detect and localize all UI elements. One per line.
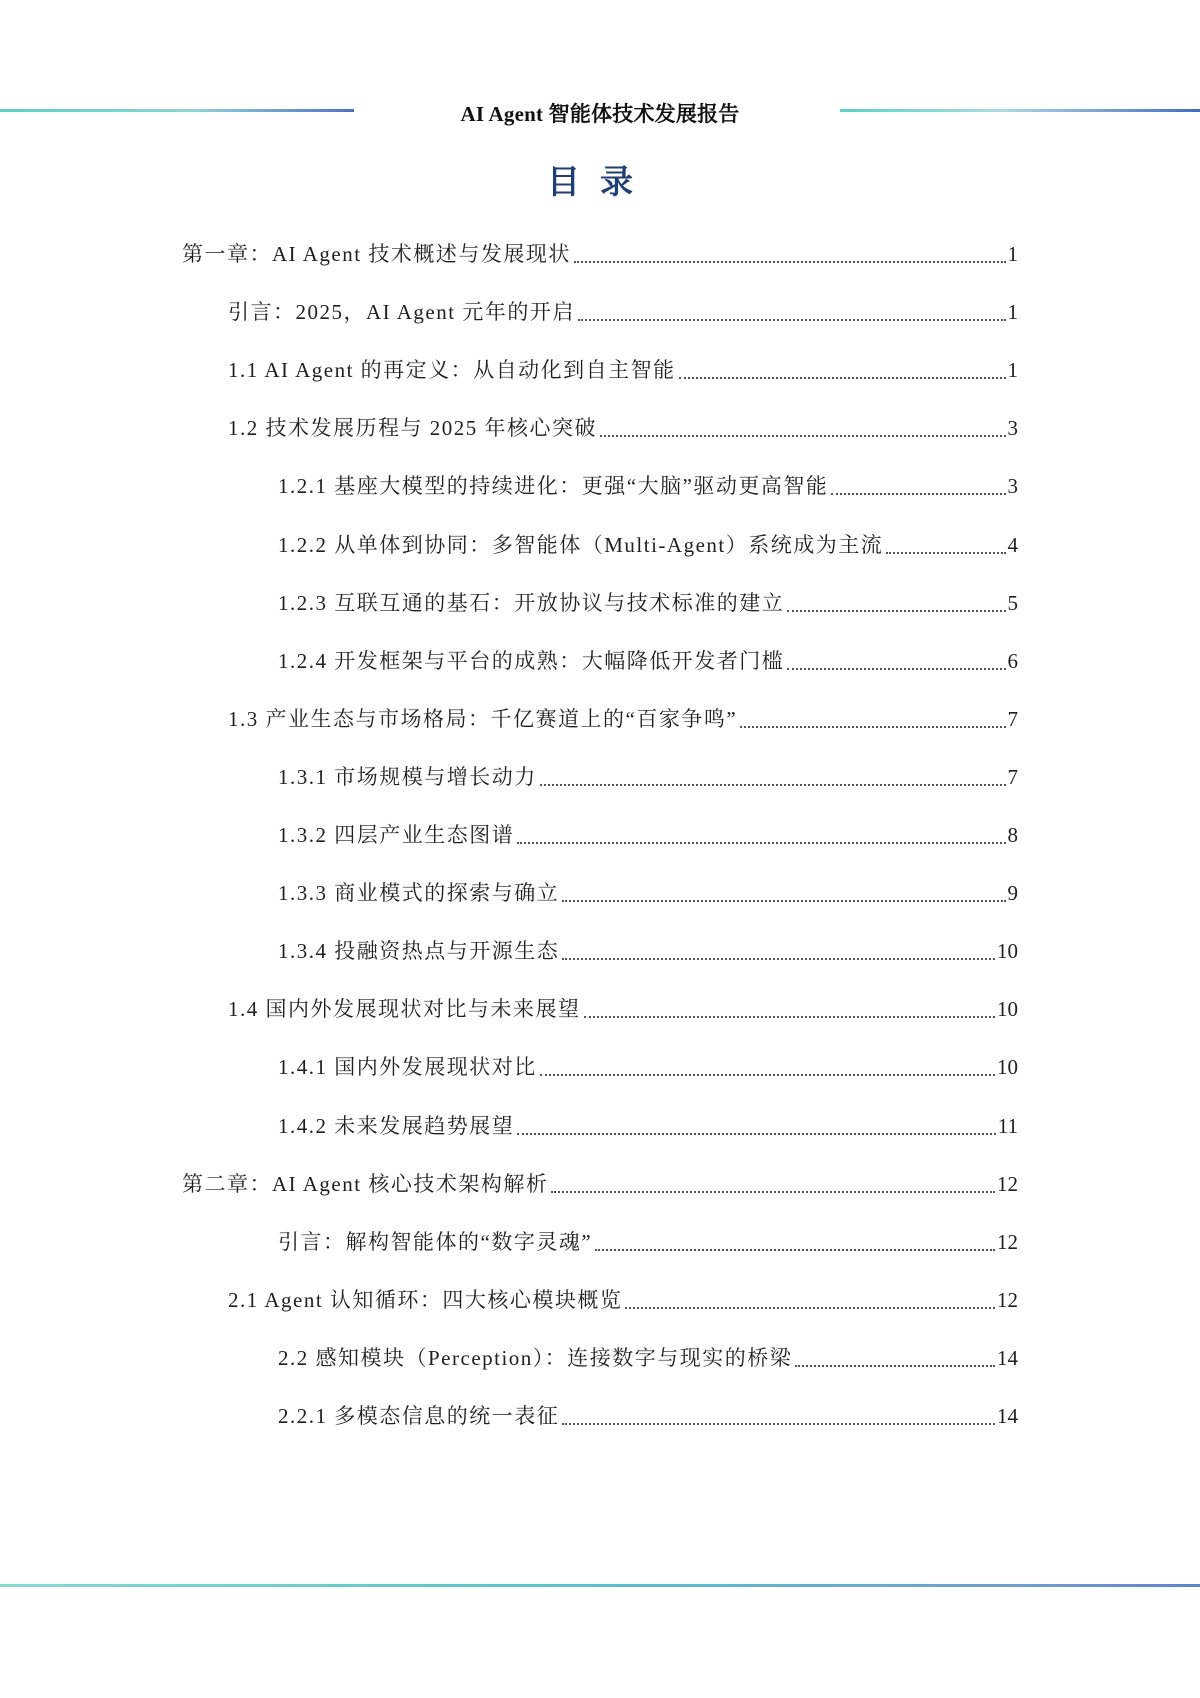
toc-entry-page: 12 bbox=[997, 1171, 1018, 1196]
toc-entry-page: 14 bbox=[997, 1345, 1018, 1370]
toc-dot-leader bbox=[625, 1306, 995, 1309]
toc-entry-page: 1 bbox=[1007, 358, 1018, 383]
toc-dot-leader bbox=[578, 318, 1006, 321]
toc-entry[interactable] bbox=[182, 238, 1018, 268]
toc-entry-page: 3 bbox=[1007, 416, 1018, 441]
header-title: AI Agent 智能体技术发展报告 bbox=[460, 102, 740, 126]
toc-dot-leader bbox=[595, 1248, 995, 1251]
toc-dot-leader bbox=[517, 1132, 996, 1135]
toc-entry-label: 1.2.2 从单体到协同：多智能体（Multi-Agent）系统成为主流 bbox=[278, 532, 884, 557]
toc-entry-page: 12 bbox=[997, 1229, 1018, 1254]
toc-entry-page: 8 bbox=[1007, 823, 1018, 847]
toc-entry-page: 9 bbox=[1007, 881, 1018, 906]
toc-dot-leader bbox=[517, 841, 1005, 844]
toc-entry-page: 5 bbox=[1007, 590, 1018, 615]
toc-entry-label: 第二章：AI Agent 核心技术架构解析 bbox=[182, 1171, 549, 1196]
toc-entry-page: 10 bbox=[997, 997, 1018, 1022]
toc-entry-label: 1.4 国内外发展现状对比与未来展望 bbox=[228, 997, 581, 1022]
toc-dot-leader bbox=[795, 1364, 995, 1367]
toc-entry-label: 1.4.2 未来发展趋势展望 bbox=[278, 1113, 515, 1138]
toc-entry-label: 1.3.2 四层产业生态图谱 bbox=[278, 823, 515, 847]
toc-entry-page: 1 bbox=[1007, 242, 1018, 266]
toc-entry[interactable] bbox=[182, 1168, 1018, 1198]
toc-entry[interactable] bbox=[278, 1110, 1018, 1140]
toc-entry[interactable] bbox=[228, 993, 1018, 1023]
toc-entry[interactable] bbox=[278, 470, 1018, 500]
toc-entry-page: 6 bbox=[1007, 648, 1018, 673]
toc-dot-leader bbox=[562, 899, 1005, 902]
toc-entry-label: 1.4.1 国内外发展现状对比 bbox=[278, 1055, 537, 1080]
toc-entry-page: 7 bbox=[1007, 706, 1018, 731]
toc-entry-page: 3 bbox=[1007, 474, 1018, 499]
footer-line bbox=[0, 1584, 1200, 1587]
toc-dot-leader bbox=[886, 551, 1005, 554]
toc-entry-label: 1.3.3 商业模式的探索与确立 bbox=[278, 881, 560, 906]
toc-entry-page: 11 bbox=[997, 1113, 1018, 1138]
toc-entry-page: 7 bbox=[1007, 764, 1018, 789]
toc-dot-leader bbox=[540, 783, 1006, 786]
toc-dot-leader bbox=[562, 1422, 995, 1425]
toc-entry[interactable] bbox=[278, 761, 1018, 791]
toc-dot-leader bbox=[540, 1073, 995, 1076]
toc-entry-label: 2.1 Agent 认知循环：四大核心模块概览 bbox=[228, 1287, 623, 1312]
toc-entry[interactable] bbox=[278, 645, 1018, 675]
toc-entry-label: 第一章：AI Agent 技术概述与发展现状 bbox=[182, 242, 571, 266]
toc-entry-label: 1.2 技术发展历程与 2025 年核心突破 bbox=[228, 416, 597, 441]
toc-entry[interactable] bbox=[278, 529, 1018, 559]
toc-entry[interactable] bbox=[228, 354, 1018, 384]
toc-entry-label: 1.2.3 互联互通的基石：开放协议与技术标准的建立 bbox=[278, 590, 785, 615]
toc-entry-page: 12 bbox=[997, 1287, 1018, 1312]
toc-dot-leader bbox=[787, 609, 1005, 612]
toc-entry-label: 1.3.4 投融资热点与开源生态 bbox=[278, 939, 560, 964]
header-line-right bbox=[840, 109, 1200, 112]
toc-entry[interactable] bbox=[278, 587, 1018, 617]
toc-dot-leader bbox=[584, 1015, 996, 1018]
toc-dot-leader bbox=[562, 957, 995, 960]
toc-title: 目录 bbox=[547, 162, 653, 201]
toc-dot-leader bbox=[740, 725, 1005, 728]
toc-entry-label: 1.2.1 基座大模型的持续进化：更强“大脑”驱动更高智能 bbox=[278, 474, 829, 499]
toc-entry-page: 4 bbox=[1007, 532, 1018, 557]
toc-entry-label: 2.2.1 多模态信息的统一表征 bbox=[278, 1404, 560, 1428]
toc-entry[interactable] bbox=[228, 412, 1018, 442]
toc-entry[interactable] bbox=[278, 1226, 1018, 1256]
toc-entry-page: 10 bbox=[997, 1055, 1018, 1080]
toc-entry-label: 引言：2025，AI Agent 元年的开启 bbox=[228, 300, 575, 325]
toc-entry-label: 2.2 感知模块（Perception）：连接数字与现实的桥梁 bbox=[278, 1345, 793, 1370]
toc-entry[interactable] bbox=[278, 1051, 1018, 1081]
toc-entry[interactable] bbox=[278, 877, 1018, 907]
toc-entry-label: 1.1 AI Agent 的再定义：从自动化到自主智能 bbox=[228, 358, 676, 383]
toc-dot-leader bbox=[679, 376, 1006, 379]
toc-entry-label: 1.3.1 市场规模与增长动力 bbox=[278, 764, 537, 789]
toc-entry[interactable] bbox=[228, 1284, 1018, 1314]
toc-entry[interactable] bbox=[228, 703, 1018, 733]
toc-entry-label: 1.3 产业生态与市场格局：千亿赛道上的“百家争鸣” bbox=[228, 706, 738, 731]
toc-dot-leader bbox=[600, 434, 1006, 437]
toc-entry[interactable] bbox=[228, 296, 1018, 326]
toc-dot-leader bbox=[574, 260, 1006, 263]
toc-entry[interactable] bbox=[278, 935, 1018, 965]
toc-dot-leader bbox=[551, 1190, 995, 1193]
toc-entry-label: 1.2.4 开发框架与平台的成熟：大幅降低开发者门槛 bbox=[278, 648, 785, 673]
toc-entry[interactable] bbox=[278, 819, 1018, 849]
toc-entry-page: 10 bbox=[997, 939, 1018, 964]
toc-entry[interactable] bbox=[278, 1400, 1018, 1430]
toc-entry-label: 引言：解构智能体的“数字灵魂” bbox=[278, 1229, 593, 1254]
toc-entry-page: 1 bbox=[1007, 300, 1018, 325]
toc-entry[interactable] bbox=[278, 1342, 1018, 1372]
toc-dot-leader bbox=[831, 492, 1005, 495]
toc-entry-page: 14 bbox=[997, 1404, 1018, 1428]
toc-dot-leader bbox=[787, 667, 1005, 670]
